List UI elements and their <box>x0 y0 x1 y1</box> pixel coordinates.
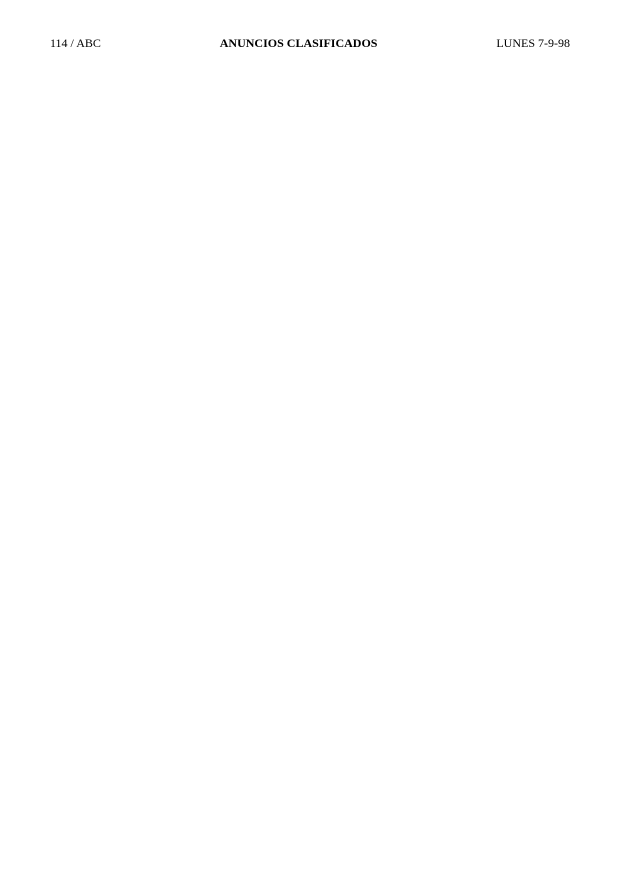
page-number: 114 / ABC <box>50 36 101 50</box>
page-header <box>0 0 620 51</box>
section-title: ANUNCIOS CLASIFICADOS <box>219 36 378 50</box>
date: LUNES 7-9-98 <box>496 36 570 50</box>
